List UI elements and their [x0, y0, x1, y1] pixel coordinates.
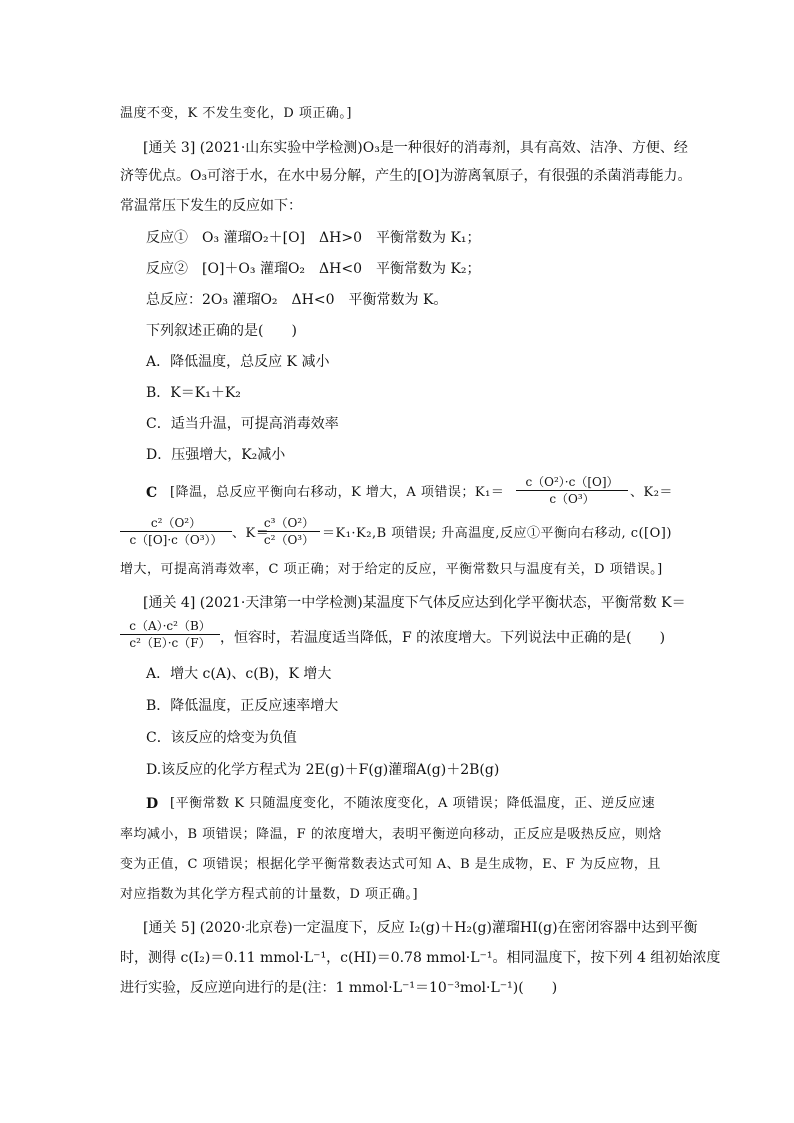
- text-line: 进行实验，反应逆向进行的是(注：1 mmol·L⁻¹＝10⁻³mol·L⁻¹)( ): [120, 980, 558, 996]
- question-prompt: 下列叙述正确的是( ): [146, 323, 297, 339]
- fraction-denominator: c（[O]·c（O³））: [129, 533, 223, 547]
- option-d: D.该反应的化学方程式为 2E(g)＋F(g)灌瑠A(g)＋2B(g): [146, 762, 500, 778]
- option-b: B．K＝K₁＋K₂: [146, 385, 241, 401]
- fraction-numerator: c（O²）·c（[O]）: [516, 474, 628, 491]
- answer-text: 、K₂＝: [630, 485, 673, 500]
- text-line: 温度不变，K 不发生变化，D 项正确。]: [120, 106, 352, 121]
- fraction-numerator: c（A）·c²（B）: [120, 618, 220, 635]
- option-c: C．适当升温，可提高消毒效率: [146, 416, 339, 432]
- answer-letter: D: [146, 796, 159, 812]
- answer-text: ＝K₁·K₂,B 项错误; 升高温度,反应①平衡向右移动, c([O]): [322, 526, 672, 541]
- answer-text: 变为正值，C 项错误；根据化学平衡常数表达式可知 A、B 是生成物，E、F 为反应物，且: [120, 857, 661, 872]
- answer-text: 、K＝: [232, 526, 270, 541]
- text-line: 常温常压下发生的反应如下：: [120, 198, 302, 214]
- fraction-denominator: c²（E）·c（F）: [129, 636, 211, 650]
- text-line: 济等优点。O₃可溶于水，在水中易分解，产生的[O]为游离氧原子，有很强的杀菌消毒能力。: [120, 168, 692, 184]
- answer-letter: C: [146, 485, 158, 501]
- question-4-header: [通关 4] (2021·天津第一中学检测)某温度下气体反应达到化学平衡状态，平衡常数 K＝: [143, 595, 686, 611]
- option-c: C．该反应的焓变为负值: [146, 730, 297, 746]
- answer-text: [降温，总反应平衡向右移动，K 增大，A 项错误；K₁＝: [170, 485, 505, 500]
- reaction-2: 反应② [O]＋O₃ 灌瑠O₂ ΔH<0 平衡常数为 K₂；: [146, 261, 481, 277]
- answer-text: [平衡常数 K 只随温度变化，不随浓度变化，A 项错误；降低温度，正、逆反应速: [170, 796, 656, 811]
- answer-text: 增大，可提高消毒效率，C 项正确；对于给定的反应，平衡常数只与温度有关，D 项错误。]: [120, 562, 663, 577]
- fraction-k4: [120, 618, 220, 651]
- question-3-header: [通关 3] (2021·山东实验中学检测)O₃是一种很好的消毒剂，具有高效、洁净、方便、经: [143, 140, 688, 156]
- option-a: A．增大 c(A)、c(B)，K 增大: [146, 666, 332, 682]
- text-line: ，恒容时，若温度适当降低，F 的浓度增大。下列说法中正确的是( ): [220, 630, 666, 646]
- answer-text: 对应指数为其化学方程式前的计量数，D 项正确。]: [120, 887, 419, 902]
- fraction-denominator: c（O³）: [549, 492, 595, 506]
- option-d: D．压强增大，K₂减小: [146, 447, 286, 463]
- question-5-header: [通关 5] (2020·北京卷)一定温度下，反应 I₂(g)＋H₂(g)灌瑠HI(g)在密闭容器中达到平衡: [143, 920, 698, 936]
- option-b: B．降低温度，正反应速率增大: [146, 698, 339, 714]
- reaction-1: 反应① O₃ 灌瑠O₂＋[O] ΔH>0 平衡常数为 K₁；: [146, 230, 481, 246]
- fraction-k1: [516, 474, 628, 507]
- fraction-k2: [120, 515, 232, 548]
- fraction-numerator: c³（O²）: [258, 515, 320, 532]
- total-reaction: 总反应：2O₃ 灌瑠O₂ ΔH<0 平衡常数为 K。: [146, 292, 448, 308]
- option-a: A．降低温度，总反应 K 减小: [146, 354, 330, 370]
- text-line: 时，测得 c(I₂)＝0.11 mmol·L⁻¹，c(HI)＝0.78 mmol·L⁻¹。相同温度下，按下列 4 组初始浓度: [120, 950, 721, 966]
- answer-text: 率均减小，B 项错误；降温，F 的浓度增大，表明平衡逆向移动，正反应是吸热反应，则焓: [120, 827, 662, 842]
- fraction-denominator: c²（O³）: [263, 533, 315, 547]
- fraction-numerator: c²（O²）: [120, 515, 232, 532]
- fraction-k: [258, 515, 320, 548]
